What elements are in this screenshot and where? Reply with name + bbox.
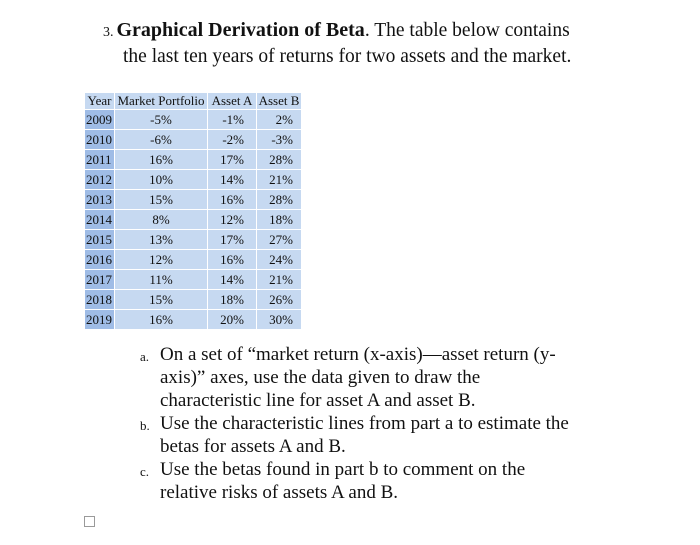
- market-cell: 16%: [115, 310, 208, 330]
- question-parts: [140, 343, 620, 504]
- table-row: [85, 210, 302, 230]
- question-title: Graphical Derivation of Beta: [116, 19, 365, 41]
- asset-a-cell: 20%: [208, 310, 257, 330]
- asset-a-cell: -1%: [208, 110, 257, 130]
- market-cell: 11%: [115, 270, 208, 290]
- table-row: [85, 230, 302, 250]
- asset-a-cell: -2%: [208, 130, 257, 150]
- year-cell: 2015: [85, 230, 115, 250]
- year-cell: 2009: [85, 110, 115, 130]
- table-row: [85, 190, 302, 210]
- year-cell: 2017: [85, 270, 115, 290]
- part-b: [140, 412, 620, 458]
- table-row: [85, 290, 302, 310]
- part-letter: b.: [140, 418, 150, 433]
- year-cell: 2018: [85, 290, 115, 310]
- part-text: [160, 343, 620, 412]
- part-line: axis)” axes, use the data given to draw the: [160, 367, 481, 388]
- asset-b-cell: 2%: [257, 110, 302, 130]
- table-header-row: [85, 93, 302, 110]
- header-asset-b: Asset B: [257, 93, 302, 110]
- asset-b-cell: 28%: [257, 190, 302, 210]
- year-cell: 2010: [85, 130, 115, 150]
- question-heading: [103, 18, 663, 69]
- part-line: Use the betas found in part b to comment on the: [160, 459, 526, 480]
- question-number: 3.: [103, 25, 114, 40]
- part-line: characteristic line for asset A and asset B.: [160, 390, 476, 411]
- asset-b-cell: -3%: [257, 130, 302, 150]
- heading-line1-rest: . The table below contains: [364, 20, 570, 41]
- asset-a-cell: 14%: [208, 170, 257, 190]
- part-line: Use the characteristic lines from part a to estimate the: [160, 413, 569, 434]
- part-letter: c.: [140, 464, 150, 479]
- market-cell: 16%: [115, 150, 208, 170]
- part-text: [160, 458, 620, 504]
- table-row: [85, 270, 302, 290]
- year-cell: 2014: [85, 210, 115, 230]
- market-cell: 15%: [115, 190, 208, 210]
- year-cell: 2016: [85, 250, 115, 270]
- asset-b-cell: 18%: [257, 210, 302, 230]
- asset-b-cell: 26%: [257, 290, 302, 310]
- table-row: [85, 150, 302, 170]
- year-cell: 2019: [85, 310, 115, 330]
- asset-b-cell: 28%: [257, 150, 302, 170]
- market-cell: 8%: [115, 210, 208, 230]
- part-a: [140, 343, 620, 412]
- asset-a-cell: 12%: [208, 210, 257, 230]
- table-row: [85, 250, 302, 270]
- asset-b-cell: 24%: [257, 250, 302, 270]
- header-year: Year: [85, 93, 115, 110]
- market-cell: 12%: [115, 250, 208, 270]
- header-asset-a: Asset A: [208, 93, 257, 110]
- table-row: [85, 170, 302, 190]
- market-cell: 13%: [115, 230, 208, 250]
- market-cell: 15%: [115, 290, 208, 310]
- table-row: [85, 130, 302, 150]
- part-line: betas for assets A and B.: [160, 436, 346, 457]
- market-cell: -6%: [115, 130, 208, 150]
- checkbox[interactable]: [84, 516, 95, 527]
- asset-a-cell: 18%: [208, 290, 257, 310]
- asset-b-cell: 21%: [257, 270, 302, 290]
- header-market-portfolio: Market Portfolio: [115, 93, 208, 110]
- year-cell: 2013: [85, 190, 115, 210]
- returns-table: [84, 92, 302, 330]
- market-cell: -5%: [115, 110, 208, 130]
- table-row: [85, 310, 302, 330]
- asset-a-cell: 16%: [208, 250, 257, 270]
- part-line: relative risks of assets A and B.: [160, 482, 398, 503]
- asset-b-cell: 30%: [257, 310, 302, 330]
- asset-a-cell: 17%: [208, 150, 257, 170]
- part-letter: a.: [140, 349, 150, 364]
- table-row: [85, 110, 302, 130]
- heading-line2: the last ten years of returns for two assets and the market.: [123, 46, 572, 67]
- asset-a-cell: 14%: [208, 270, 257, 290]
- part-text: [160, 412, 620, 458]
- part-line: On a set of “market return (x-axis)—asset return (y-: [160, 344, 556, 365]
- asset-b-cell: 21%: [257, 170, 302, 190]
- year-cell: 2012: [85, 170, 115, 190]
- year-cell: 2011: [85, 150, 115, 170]
- asset-b-cell: 27%: [257, 230, 302, 250]
- part-c: [140, 458, 620, 504]
- market-cell: 10%: [115, 170, 208, 190]
- asset-a-cell: 17%: [208, 230, 257, 250]
- asset-a-cell: 16%: [208, 190, 257, 210]
